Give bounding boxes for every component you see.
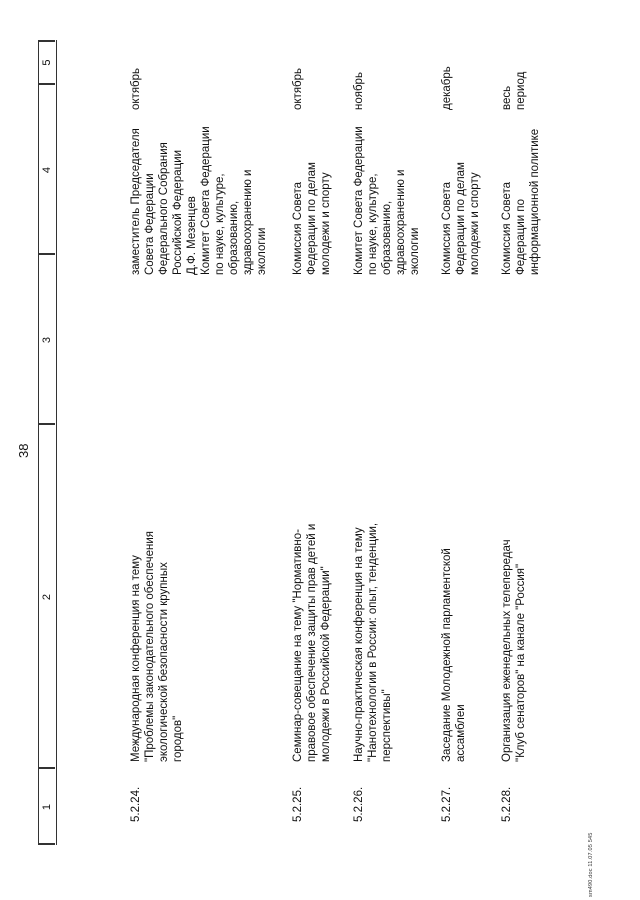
- column-divider: [38, 254, 55, 256]
- header-col-2: 2: [41, 593, 53, 601]
- responsible-text: Комиссия Совета Федерации по делам молодежи и спорту: [292, 162, 332, 275]
- header-col-4: 4: [41, 166, 53, 174]
- row-number: 5.2.28.: [501, 786, 513, 822]
- row-number: 5.2.26.: [353, 786, 365, 822]
- column-divider: [38, 424, 55, 426]
- column-divider: [38, 768, 55, 770]
- row-number: 5.2.27.: [441, 786, 453, 822]
- event-text: Организация еженедельных телепередач "Клуб сенаторов" на канале "Россия": [501, 539, 527, 762]
- page-number: 38: [16, 443, 31, 458]
- date-text: октябрь: [292, 67, 304, 110]
- column-divider: [38, 844, 55, 846]
- responsible-text: Комитет Совета Федерации по науке, культуре, образованию, здравоохранению и экологии: [353, 126, 421, 275]
- date-text: октябрь: [130, 67, 142, 110]
- responsible-text: заместитель Председателя Совета Федерации Федерального Собрания Российской Федерации Д.Ф. Мезенцев Комитет Совета Федерации по науке, культуре, образованию, здравоохранению и экологии: [130, 126, 268, 275]
- date-text: ноябрь: [353, 72, 365, 110]
- event-text: Семинар-совещание на тему "Нормативно- правовое обеспечение защиты прав детей и молодежи в Российской Федерации": [292, 523, 332, 762]
- header-col-5: 5: [41, 59, 53, 66]
- row-number: 5.2.24.: [130, 786, 142, 822]
- event-text: Международная конференция на тему "Проблемы законодательного обеспечения экологической безопасности крупных городов": [130, 530, 184, 762]
- column-divider: [38, 41, 55, 43]
- table-header-row: [38, 40, 57, 845]
- responsible-text: Комиссия Совета Федерации по информационной политике: [501, 128, 541, 275]
- header-col-1: 1: [41, 803, 53, 811]
- date-text: декабрь: [441, 66, 453, 110]
- document-code: sm490.doc 11.07.05 545: [588, 832, 594, 897]
- event-text: Научно-практическая конференция на тему "Нанотехнологии в России: опыт, тенденции, перспективы": [353, 522, 393, 762]
- row-number: 5.2.25.: [292, 786, 304, 822]
- responsible-text: Комиссия Совета Федерации по делам молодежи и спорту: [441, 162, 481, 275]
- header-col-3: 3: [41, 336, 53, 344]
- event-text: Заседание Молодежной парламентской ассамблеи: [441, 548, 467, 762]
- date-text: весь период: [501, 71, 527, 110]
- column-divider: [38, 84, 55, 86]
